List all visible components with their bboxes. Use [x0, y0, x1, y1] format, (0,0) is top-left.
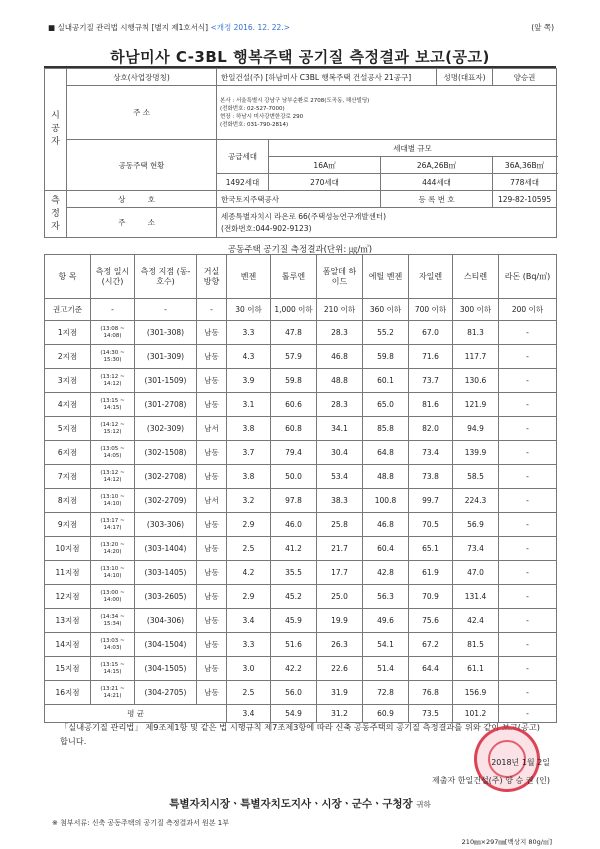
average-cell: -	[499, 705, 557, 723]
revision-note: <개정 2016. 12. 22.>	[210, 23, 290, 32]
col-benzene-cell: 3.8	[227, 465, 271, 489]
standard-cell: 1,000 이하	[271, 299, 317, 321]
measurer-name-label: 상 호	[67, 191, 217, 208]
col-benzene-cell: 3.8	[227, 417, 271, 441]
table-row	[45, 681, 557, 705]
col-formaldehyde-cell: 31.9	[317, 681, 363, 705]
standard-cell: 210 이하	[317, 299, 363, 321]
address-line: (전화번호:044-902-9123)	[221, 223, 312, 233]
unit-scale-label: 세대별 규모	[269, 140, 557, 157]
col-direction-cell: 남서	[197, 417, 227, 441]
col-xylene-cell: 70.5	[409, 513, 453, 537]
col-item-cell: 5지점	[45, 417, 91, 441]
col-item-cell: 14지점	[45, 633, 91, 657]
col-item-cell: 2지점	[45, 345, 91, 369]
col-toluene-cell: 56.0	[271, 681, 317, 705]
recipient-name: 특별자치시장ㆍ특별자치도지사ㆍ시장ㆍ군수ㆍ구청장	[169, 798, 413, 810]
col-toluene-cell: 47.8	[271, 321, 317, 345]
col-ethylbenzene-cell: 100.8	[363, 489, 409, 513]
col-location-header: 측정 지점 (동-호수)	[135, 255, 197, 299]
standard-cell: 700 이하	[409, 299, 453, 321]
col-benzene-cell: 3.4	[227, 609, 271, 633]
col-direction-cell: 남동	[197, 345, 227, 369]
col-ethylbenzene-cell: 65.0	[363, 393, 409, 417]
standard-cell: -	[197, 299, 227, 321]
col-time-cell: (13:15 ~ 14:15)	[91, 393, 135, 417]
average-label: 평 균	[45, 705, 227, 723]
col-location-cell: (302-2709)	[135, 489, 197, 513]
col-benzene-cell: 3.3	[227, 633, 271, 657]
measurement-body	[45, 255, 557, 723]
representative-name: 양승권	[493, 69, 557, 86]
col-location-cell: (304-1504)	[135, 633, 197, 657]
col-radon-cell: -	[499, 345, 557, 369]
col-formaldehyde-cell: 34.1	[317, 417, 363, 441]
col-formaldehyde-cell: 30.4	[317, 441, 363, 465]
col-benzene-cell: 2.5	[227, 537, 271, 561]
col-radon-cell: -	[499, 369, 557, 393]
address-line: (전화번호: 031-790-2814)	[220, 121, 289, 128]
col-xylene-cell: 67.2	[409, 633, 453, 657]
col-item-header: 항 목	[45, 255, 91, 299]
unit-type-26: 26A,26B㎡	[381, 157, 493, 174]
col-item-cell: 3지점	[45, 369, 91, 393]
col-benzene-cell: 3.9	[227, 369, 271, 393]
table-row	[45, 369, 557, 393]
col-direction-cell: 남동	[197, 465, 227, 489]
submitter-name: 제출자 한일건설(주) 양 승 권	[432, 776, 534, 785]
standard-cell: -	[91, 299, 135, 321]
col-styrene-cell: 58.5	[453, 465, 499, 489]
col-toluene-cell: 79.4	[271, 441, 317, 465]
col-formaldehyde-cell: 26.3	[317, 633, 363, 657]
unit-type-16a: 16A㎡	[269, 157, 381, 174]
col-xylene-cell: 73.8	[409, 465, 453, 489]
col-radon-cell: -	[499, 465, 557, 489]
col-direction-cell: 남동	[197, 369, 227, 393]
supply-units-label: 공급세대	[217, 140, 269, 174]
col-toluene-cell: 51.6	[271, 633, 317, 657]
col-radon-cell: -	[499, 537, 557, 561]
col-direction-cell: 남동	[197, 441, 227, 465]
col-styrene-cell: 156.9	[453, 681, 499, 705]
standard-cell: 권고기준	[45, 299, 91, 321]
col-benzene-header: 벤젠	[227, 255, 271, 299]
table-row	[45, 441, 557, 465]
units-26: 444세대	[381, 174, 493, 191]
seal-mark: (인)	[536, 776, 550, 785]
col-xylene-cell: 70.9	[409, 585, 453, 609]
col-ethylbenzene-cell: 55.2	[363, 321, 409, 345]
constructor-address-label: 주 소	[67, 86, 217, 140]
paper-spec: 210㎜×297㎜[백상지 80g/㎡]	[461, 838, 552, 846]
document-title: 하남미사 C-3BL 행복주택 공기질 측정결과 보고(공고)	[110, 48, 490, 66]
report-date: 2018년 1월 2일	[491, 758, 550, 767]
company-name: 한일건설(주) [하남미사 C3BL 행복주택 건설공사 21공구]	[217, 69, 437, 86]
recipient-suffix: 귀하	[416, 800, 431, 809]
col-benzene-cell: 3.2	[227, 489, 271, 513]
col-location-cell: (303-306)	[135, 513, 197, 537]
table-row	[45, 393, 557, 417]
col-benzene-cell: 3.1	[227, 393, 271, 417]
col-time-cell: (13:15 ~ 14:15)	[91, 657, 135, 681]
address-line: 현장 : 하남시 미사강변한강로 290	[220, 113, 304, 120]
col-direction-cell: 남동	[197, 561, 227, 585]
col-location-cell: (302-2708)	[135, 465, 197, 489]
col-ethylbenzene-cell: 48.8	[363, 465, 409, 489]
col-styrene-cell: 42.4	[453, 609, 499, 633]
col-ethylbenzene-header: 에틸 벤젠	[363, 255, 409, 299]
col-benzene-cell: 3.7	[227, 441, 271, 465]
col-radon-cell: -	[499, 561, 557, 585]
col-xylene-cell: 81.6	[409, 393, 453, 417]
col-location-cell: (302-1508)	[135, 441, 197, 465]
col-styrene-cell: 139.9	[453, 441, 499, 465]
col-location-cell: (303-1405)	[135, 561, 197, 585]
col-radon-cell: -	[499, 609, 557, 633]
col-ethylbenzene-cell: 59.8	[363, 345, 409, 369]
col-toluene-cell: 35.5	[271, 561, 317, 585]
col-toluene-cell: 45.2	[271, 585, 317, 609]
col-ethylbenzene-cell: 54.1	[363, 633, 409, 657]
col-direction-cell: 남동	[197, 681, 227, 705]
col-styrene-cell: 121.9	[453, 393, 499, 417]
col-styrene-cell: 117.7	[453, 345, 499, 369]
col-xylene-cell: 73.4	[409, 441, 453, 465]
col-xylene-cell: 75.6	[409, 609, 453, 633]
col-ethylbenzene-cell: 64.8	[363, 441, 409, 465]
col-xylene-cell: 65.1	[409, 537, 453, 561]
standard-cell: 300 이하	[453, 299, 499, 321]
unit-type-36: 36A,36B㎡	[493, 157, 557, 174]
col-toluene-cell: 42.2	[271, 657, 317, 681]
col-xylene-cell: 99.7	[409, 489, 453, 513]
col-ethylbenzene-cell: 46.8	[363, 513, 409, 537]
col-formaldehyde-cell: 48.8	[317, 369, 363, 393]
col-formaldehyde-cell: 25.0	[317, 585, 363, 609]
representative-label: 성명(대표자)	[437, 69, 493, 86]
measurement-table	[44, 254, 557, 723]
col-styrene-cell: 94.9	[453, 417, 499, 441]
col-direction-cell: 남동	[197, 585, 227, 609]
col-location-cell: (304-2705)	[135, 681, 197, 705]
col-location-cell: (304-1505)	[135, 657, 197, 681]
col-formaldehyde-cell: 28.3	[317, 393, 363, 417]
col-ethylbenzene-cell: 60.1	[363, 369, 409, 393]
recipient	[100, 796, 500, 811]
col-styrene-cell: 56.9	[453, 513, 499, 537]
table-row	[45, 609, 557, 633]
col-styrene-cell: 81.5	[453, 633, 499, 657]
col-radon-header: 라돈 (Bq/㎥)	[499, 255, 557, 299]
col-time-cell: (13:12 ~ 14:12)	[91, 369, 135, 393]
col-item-cell: 15지점	[45, 657, 91, 681]
table-row	[45, 561, 557, 585]
table-row	[45, 585, 557, 609]
col-benzene-cell: 4.3	[227, 345, 271, 369]
attachment-note: ※ 첨부서류: 신축 공동주택의 공기질 측정결과서 원본 1부	[52, 819, 230, 827]
average-cell: 101.2	[453, 705, 499, 723]
col-radon-cell: -	[499, 393, 557, 417]
address-line: 세종특별자치시 라온로 66(주택성능연구개발센터)	[221, 211, 387, 221]
col-time-cell: (13:03 ~ 14:03)	[91, 633, 135, 657]
col-formaldehyde-cell: 22.6	[317, 657, 363, 681]
col-location-cell: (304-306)	[135, 609, 197, 633]
registration-number: 129-82-10595	[493, 191, 557, 208]
col-item-cell: 4지점	[45, 393, 91, 417]
col-ethylbenzene-cell: 51.4	[363, 657, 409, 681]
rule-label: ■ 실내공기질 관리법 시행규칙 [별지 제1호서식]	[48, 23, 209, 32]
standard-cell: 200 이하	[499, 299, 557, 321]
col-toluene-cell: 57.9	[271, 345, 317, 369]
col-radon-cell: -	[499, 513, 557, 537]
col-toluene-cell: 60.6	[271, 393, 317, 417]
col-radon-cell: -	[499, 681, 557, 705]
table-row	[45, 489, 557, 513]
standard-cell: 360 이하	[363, 299, 409, 321]
table-row	[45, 633, 557, 657]
info-table	[44, 68, 557, 238]
col-toluene-cell: 60.8	[271, 417, 317, 441]
col-direction-cell: 남동	[197, 513, 227, 537]
col-formaldehyde-cell: 28.3	[317, 321, 363, 345]
col-item-cell: 16지점	[45, 681, 91, 705]
col-item-cell: 12지점	[45, 585, 91, 609]
col-radon-cell: -	[499, 417, 557, 441]
submitter	[432, 775, 550, 786]
col-xylene-cell: 76.8	[409, 681, 453, 705]
col-benzene-cell: 2.9	[227, 585, 271, 609]
col-item-cell: 6지점	[45, 441, 91, 465]
standard-cell: -	[135, 299, 197, 321]
col-formaldehyde-cell: 25.8	[317, 513, 363, 537]
average-cell: 73.5	[409, 705, 453, 723]
col-styrene-cell: 224.3	[453, 489, 499, 513]
form-rule-header	[48, 22, 290, 33]
col-formaldehyde-cell: 53.4	[317, 465, 363, 489]
col-item-cell: 9지점	[45, 513, 91, 537]
col-location-cell: (301-308)	[135, 321, 197, 345]
table-row	[45, 345, 557, 369]
table-row	[45, 657, 557, 681]
col-xylene-cell: 61.9	[409, 561, 453, 585]
col-location-cell: (302-309)	[135, 417, 197, 441]
total-units: 1492세대	[217, 174, 269, 191]
col-location-cell: (301-2708)	[135, 393, 197, 417]
units-36: 778세대	[493, 174, 557, 191]
col-direction-header: 거실 방향	[197, 255, 227, 299]
col-time-cell: (13:20 ~ 14:20)	[91, 537, 135, 561]
col-xylene-cell: 73.7	[409, 369, 453, 393]
col-direction-cell: 남동	[197, 633, 227, 657]
page-side-label: (앞 쪽)	[531, 23, 554, 32]
col-time-cell: (13:21 ~ 14:21)	[91, 681, 135, 705]
results-title: 공동주택 공기질 측정결과(단위: ㎍/㎥)	[227, 245, 373, 255]
measurer-address-label: 주 소	[67, 208, 217, 238]
col-time-cell: (13:08 ~ 14:08)	[91, 321, 135, 345]
table-header-row	[45, 255, 557, 299]
col-formaldehyde-cell: 21.7	[317, 537, 363, 561]
table-row	[45, 513, 557, 537]
col-item-cell: 8지점	[45, 489, 91, 513]
average-cell: 3.4	[227, 705, 271, 723]
col-radon-cell: -	[499, 585, 557, 609]
col-ethylbenzene-cell: 56.3	[363, 585, 409, 609]
average-cell: 60.9	[363, 705, 409, 723]
col-toluene-cell: 41.2	[271, 537, 317, 561]
col-time-cell: (13:10 ~ 14:10)	[91, 561, 135, 585]
address-line: 본사 : 서울특별시 강남구 남부순환로 2708(도곡동, 해산빌딩)	[220, 97, 370, 104]
col-time-header: 측정 일시 (시간)	[91, 255, 135, 299]
col-direction-cell: 남동	[197, 537, 227, 561]
col-ethylbenzene-cell: 49.6	[363, 609, 409, 633]
col-direction-cell: 남동	[197, 321, 227, 345]
col-item-cell: 10지점	[45, 537, 91, 561]
col-item-cell: 1지점	[45, 321, 91, 345]
col-styrene-cell: 47.0	[453, 561, 499, 585]
housing-status-label: 공동주택 현황	[67, 140, 217, 191]
company-label: 상호(사업장명칭)	[67, 69, 217, 86]
measurer-side-label: 측 정 자	[45, 191, 67, 238]
registration-label: 등 록 번 호	[381, 191, 493, 208]
col-toluene-cell: 50.0	[271, 465, 317, 489]
col-benzene-cell: 2.5	[227, 681, 271, 705]
col-location-cell: (301-309)	[135, 345, 197, 369]
col-benzene-cell: 4.2	[227, 561, 271, 585]
col-formaldehyde-cell: 38.3	[317, 489, 363, 513]
col-location-cell: (303-2605)	[135, 585, 197, 609]
col-direction-cell: 남동	[197, 609, 227, 633]
col-time-cell: (13:00 ~ 14:00)	[91, 585, 135, 609]
table-row	[45, 465, 557, 489]
col-radon-cell: -	[499, 321, 557, 345]
col-time-cell: (14:12 ~ 15:12)	[91, 417, 135, 441]
measurer-name: 한국토지주택공사	[217, 191, 381, 208]
col-styrene-cell: 81.3	[453, 321, 499, 345]
constructor-address	[217, 86, 557, 140]
col-radon-cell: -	[499, 441, 557, 465]
col-benzene-cell: 3.0	[227, 657, 271, 681]
col-xylene-cell: 67.0	[409, 321, 453, 345]
col-toluene-cell: 97.8	[271, 489, 317, 513]
col-time-cell: (13:12 ~ 14:12)	[91, 465, 135, 489]
col-direction-cell: 남동	[197, 393, 227, 417]
col-toluene-header: 톨루엔	[271, 255, 317, 299]
table-row	[45, 321, 557, 345]
address-line: (전화번호: 02-527-7000)	[220, 105, 285, 112]
col-benzene-cell: 3.3	[227, 321, 271, 345]
col-location-cell: (303-1404)	[135, 537, 197, 561]
col-time-cell: (13:10 ~ 14:10)	[91, 489, 135, 513]
col-ethylbenzene-cell: 60.4	[363, 537, 409, 561]
col-xylene-header: 자일렌	[409, 255, 453, 299]
constructor-side-label: 시 공 자	[45, 69, 67, 191]
col-formaldehyde-cell: 19.9	[317, 609, 363, 633]
table-row	[45, 417, 557, 441]
col-time-cell: (13:05 ~ 14:05)	[91, 441, 135, 465]
col-item-cell: 11지점	[45, 561, 91, 585]
col-styrene-cell: 73.4	[453, 537, 499, 561]
col-time-cell: (13:17 ~ 14:17)	[91, 513, 135, 537]
col-toluene-cell: 59.8	[271, 369, 317, 393]
col-direction-cell: 남동	[197, 657, 227, 681]
units-16a: 270세대	[269, 174, 381, 191]
col-formaldehyde-cell: 17.7	[317, 561, 363, 585]
average-cell: 54.9	[271, 705, 317, 723]
notice-text: 「실내공기질 관리법」 제9조제1항 및 같은 법 시행규칙 제7조제3항에 따라 신축 공동주택의 공기질 측정결과를 위와 같이 보고(공고)합니다.	[60, 722, 540, 746]
col-xylene-cell: 71.6	[409, 345, 453, 369]
col-radon-cell: -	[499, 657, 557, 681]
col-styrene-cell: 131.4	[453, 585, 499, 609]
col-radon-cell: -	[499, 489, 557, 513]
col-styrene-cell: 61.1	[453, 657, 499, 681]
standard-row	[45, 299, 557, 321]
col-item-cell: 7지점	[45, 465, 91, 489]
col-xylene-cell: 64.4	[409, 657, 453, 681]
col-styrene-cell: 130.6	[453, 369, 499, 393]
col-xylene-cell: 82.0	[409, 417, 453, 441]
average-cell: 31.2	[317, 705, 363, 723]
col-formaldehyde-header: 폼알데 하이드	[317, 255, 363, 299]
col-time-cell: (14:30 ~ 15:30)	[91, 345, 135, 369]
col-time-cell: (14:34 ~ 15:34)	[91, 609, 135, 633]
col-benzene-cell: 2.9	[227, 513, 271, 537]
table-row	[45, 537, 557, 561]
col-direction-cell: 남서	[197, 489, 227, 513]
col-item-cell: 13지점	[45, 609, 91, 633]
col-ethylbenzene-cell: 85.8	[363, 417, 409, 441]
col-toluene-cell: 45.9	[271, 609, 317, 633]
col-formaldehyde-cell: 46.8	[317, 345, 363, 369]
col-toluene-cell: 46.0	[271, 513, 317, 537]
col-styrene-header: 스티렌	[453, 255, 499, 299]
col-ethylbenzene-cell: 42.8	[363, 561, 409, 585]
col-location-cell: (301-1509)	[135, 369, 197, 393]
measurer-address	[217, 208, 557, 238]
col-ethylbenzene-cell: 72.8	[363, 681, 409, 705]
standard-cell: 30 이하	[227, 299, 271, 321]
col-radon-cell: -	[499, 633, 557, 657]
